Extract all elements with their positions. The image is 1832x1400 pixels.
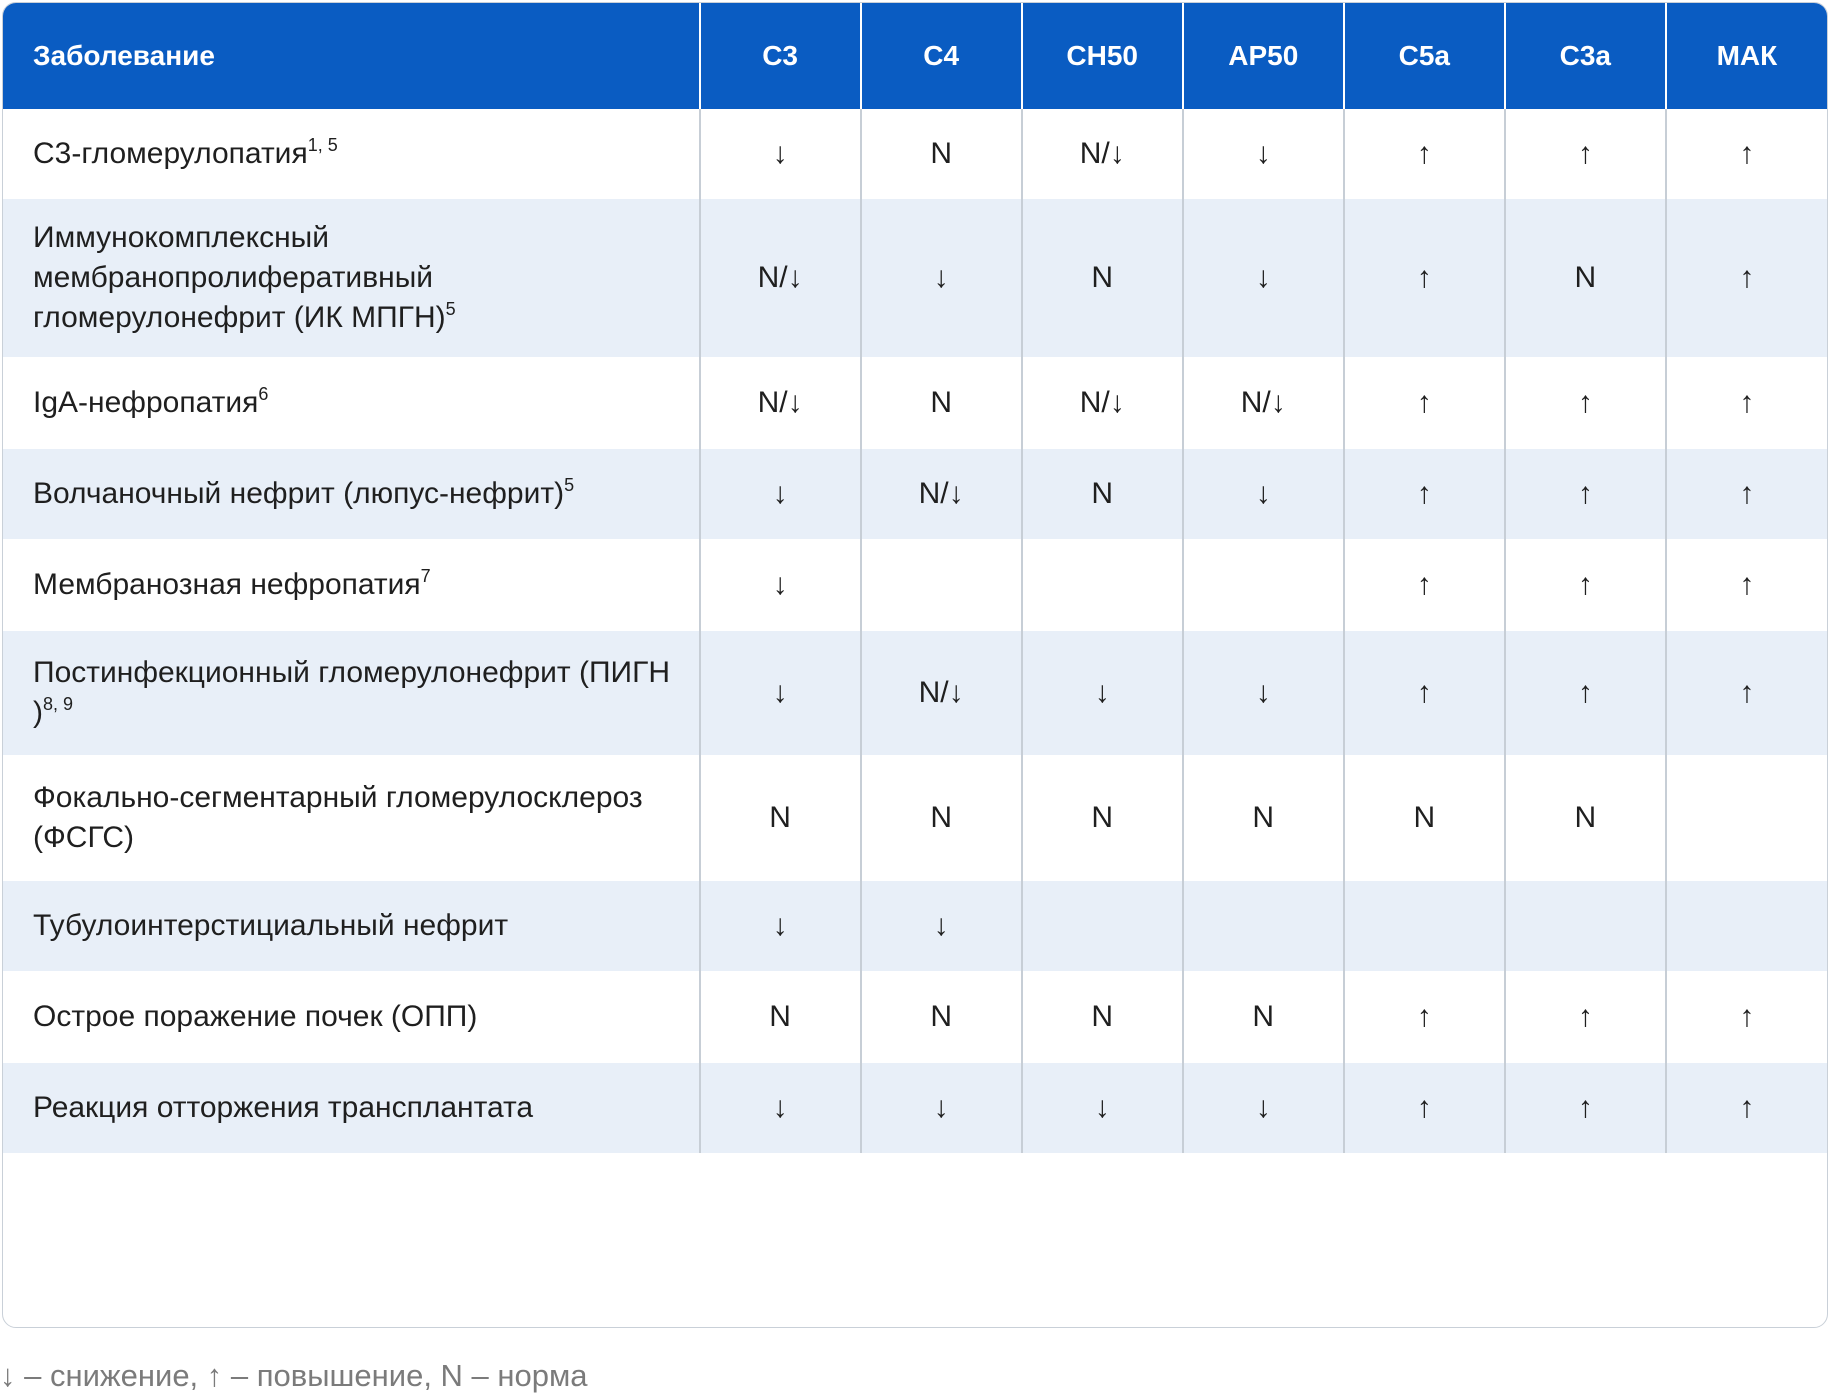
value-cell: N — [861, 971, 1022, 1063]
disease-name: Реакция отторжения трансплантата — [33, 1091, 534, 1124]
value-cell: ↑ — [1344, 971, 1505, 1063]
value-cell — [1022, 539, 1183, 631]
reference-superscript: 6 — [258, 384, 269, 404]
value-cell: ↓ — [1183, 631, 1344, 755]
disease-cell — [3, 1063, 700, 1153]
disease-cell — [3, 971, 700, 1063]
value-cell — [1666, 881, 1827, 971]
header-disease: Заболевание — [3, 3, 700, 109]
reference-superscript: 8, 9 — [43, 694, 74, 714]
value-cell: ↑ — [1505, 631, 1666, 755]
value-cell: ↑ — [1666, 357, 1827, 449]
disease-cell — [3, 109, 700, 199]
disease-cell — [3, 755, 700, 881]
legend: ↓ – снижение, ↑ – повышение, N – норма — [0, 1358, 588, 1393]
value-cell: N — [1022, 199, 1183, 357]
disease-name: С3-гломерулопатия — [33, 137, 308, 170]
value-cell: ↑ — [1666, 199, 1827, 357]
value-cell: ↑ — [1344, 109, 1505, 199]
value-cell: ↓ — [700, 631, 861, 755]
table-row — [3, 631, 1827, 755]
value-cell: N — [861, 109, 1022, 199]
value-cell: N — [1022, 971, 1183, 1063]
value-cell: N/↓ — [861, 631, 1022, 755]
value-cell: N — [1022, 755, 1183, 881]
reference-superscript: 5 — [564, 475, 575, 495]
header-c5a: C5a — [1344, 3, 1505, 109]
header-c3: C3 — [700, 3, 861, 109]
value-cell: ↓ — [1022, 1063, 1183, 1153]
value-cell: ↓ — [700, 539, 861, 631]
value-cell: ↑ — [1505, 449, 1666, 539]
value-cell — [1344, 881, 1505, 971]
header-ap50: AP50 — [1183, 3, 1344, 109]
table-row — [3, 539, 1827, 631]
value-cell: N — [700, 971, 861, 1063]
table-header — [3, 3, 1827, 109]
value-cell: ↓ — [1183, 109, 1344, 199]
disease-name: Острое поражение почек (ОПП) — [33, 1000, 478, 1033]
value-cell — [1022, 881, 1183, 971]
table-row — [3, 881, 1827, 971]
value-cell — [1183, 539, 1344, 631]
value-cell: N/↓ — [861, 449, 1022, 539]
disease-cell — [3, 199, 700, 357]
disease-name: Тубулоинтерстициальный нефрит — [33, 909, 509, 942]
complement-table — [3, 3, 1827, 1153]
value-cell: ↑ — [1505, 1063, 1666, 1153]
value-cell: ↑ — [1666, 539, 1827, 631]
table-row — [3, 199, 1827, 357]
value-cell: ↓ — [861, 881, 1022, 971]
disease-cell — [3, 449, 700, 539]
value-cell: ↑ — [1344, 631, 1505, 755]
value-cell: N/↓ — [1183, 357, 1344, 449]
value-cell — [1666, 755, 1827, 881]
value-cell — [1505, 881, 1666, 971]
value-cell: ↓ — [700, 1063, 861, 1153]
header-mak: МАК — [1666, 3, 1827, 109]
table-row — [3, 755, 1827, 881]
value-cell: N/↓ — [1022, 357, 1183, 449]
value-cell: ↑ — [1344, 539, 1505, 631]
value-cell: N — [1344, 755, 1505, 881]
disease-cell — [3, 881, 700, 971]
table-row — [3, 109, 1827, 199]
disease-cell — [3, 631, 700, 755]
value-cell: ↑ — [1344, 199, 1505, 357]
value-cell: ↑ — [1666, 109, 1827, 199]
value-cell: ↑ — [1666, 449, 1827, 539]
value-cell: ↑ — [1505, 357, 1666, 449]
header-c4: C4 — [861, 3, 1022, 109]
value-cell: ↑ — [1666, 1063, 1827, 1153]
value-cell: ↑ — [1505, 539, 1666, 631]
value-cell — [861, 539, 1022, 631]
value-cell: N — [1022, 449, 1183, 539]
table-row — [3, 1063, 1827, 1153]
reference-superscript: 5 — [445, 299, 456, 319]
value-cell: ↓ — [1183, 449, 1344, 539]
disease-name: Мембранозная нефропатия — [33, 568, 421, 601]
value-cell: ↑ — [1505, 109, 1666, 199]
value-cell: N — [1183, 755, 1344, 881]
value-cell: ↓ — [700, 449, 861, 539]
value-cell: ↓ — [700, 109, 861, 199]
disease-name: Иммунокомплексный мембранопролиферативный гломерулонефрит (ИК МПГН) — [33, 221, 446, 334]
header-c3a: C3a — [1505, 3, 1666, 109]
disease-name: Волчаночный нефрит (люпус-нефрит) — [33, 477, 565, 510]
value-cell: ↓ — [861, 1063, 1022, 1153]
value-cell: ↓ — [1183, 199, 1344, 357]
value-cell: ↓ — [861, 199, 1022, 357]
value-cell: ↑ — [1505, 971, 1666, 1063]
value-cell: N — [1505, 755, 1666, 881]
value-cell — [1183, 881, 1344, 971]
value-cell: N/↓ — [1022, 109, 1183, 199]
value-cell: N — [861, 755, 1022, 881]
complement-table-container — [2, 2, 1828, 1328]
value-cell: N — [700, 755, 861, 881]
value-cell: ↑ — [1344, 357, 1505, 449]
value-cell: ↓ — [700, 881, 861, 971]
value-cell: ↑ — [1344, 1063, 1505, 1153]
disease-cell — [3, 357, 700, 449]
header-ch50: CH50 — [1022, 3, 1183, 109]
table-row — [3, 971, 1827, 1063]
reference-superscript: 7 — [420, 566, 431, 586]
reference-superscript: 1, 5 — [307, 135, 338, 155]
value-cell: ↑ — [1344, 449, 1505, 539]
value-cell: ↓ — [1183, 1063, 1344, 1153]
value-cell: N — [861, 357, 1022, 449]
value-cell: N — [1183, 971, 1344, 1063]
value-cell: N/↓ — [700, 357, 861, 449]
disease-cell — [3, 539, 700, 631]
disease-name: IgA-нефропатия — [33, 386, 259, 419]
table-row — [3, 357, 1827, 449]
table-body — [3, 109, 1827, 1153]
value-cell: ↑ — [1666, 971, 1827, 1063]
value-cell: ↓ — [1022, 631, 1183, 755]
value-cell: N/↓ — [700, 199, 861, 357]
disease-name: Постинфекционный гломерулонефрит (ПИГН ) — [33, 656, 671, 729]
table-row — [3, 449, 1827, 539]
value-cell: ↑ — [1666, 631, 1827, 755]
disease-name: Фокально-сегментарный гломерулосклероз (ФСГС) — [33, 781, 643, 854]
value-cell: N — [1505, 199, 1666, 357]
